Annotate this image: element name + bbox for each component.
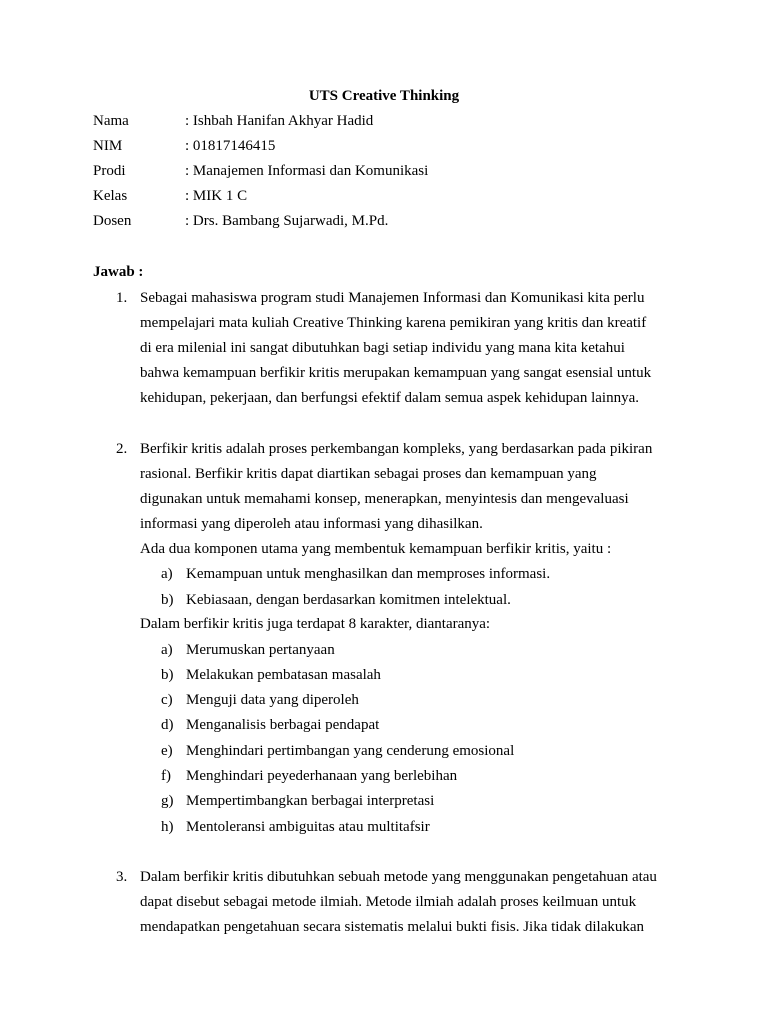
answer-2-line: digunakan untuk memahami konsep, menerapkan, menyintesis dan mengevaluasi — [140, 491, 629, 507]
answer-2-line: informasi yang diperoleh atau informasi yang dihasilkan. — [140, 516, 483, 532]
character-letter: a) — [161, 642, 173, 658]
character-item: Menghindari peyederhanaan yang berlebihan — [186, 768, 458, 784]
answer-1-number: 1. — [116, 290, 128, 306]
component-letter: b) — [161, 592, 174, 608]
answer-2-line: rasional. Berfikir kritis dapat diartikan sebagai proses dan kemampuan yang — [140, 466, 597, 482]
character-letter: c) — [161, 692, 173, 708]
answer-1-line: Sebagai mahasiswa program studi Manajemen Informasi dan Komunikasi kita perlu — [140, 290, 645, 306]
character-letter: g) — [161, 793, 174, 809]
character-item: Mentoleransi ambiguitas atau multitafsir — [186, 819, 430, 835]
character-letter: e) — [161, 743, 173, 759]
answer-3-number: 3. — [116, 869, 128, 885]
characters-intro: Dalam berfikir kritis juga terdapat 8 karakter, diantaranya: — [140, 616, 491, 632]
character-item: Merumuskan pertanyaan — [186, 642, 335, 658]
components-intro: Ada dua komponen utama yang membentuk kemampuan berfikir kritis, yaitu : — [140, 541, 612, 557]
info-label-dosen: Dosen — [93, 213, 132, 229]
component-item: Kemampuan untuk menghasilkan dan memproses informasi. — [186, 566, 551, 582]
character-item: Menganalisis berbagai pendapat — [186, 717, 380, 733]
info-value-kelas: : MIK 1 C — [185, 188, 248, 204]
info-label-nama: Nama — [93, 113, 129, 129]
character-item: Mempertimbangkan berbagai interpretasi — [186, 793, 435, 809]
answer-1-line: bahwa kemampuan berfikir kritis merupakan kemampuan yang sangat esensial untuk — [140, 365, 652, 381]
info-label-prodi: Prodi — [93, 163, 126, 179]
character-item: Menguji data yang diperoleh — [186, 692, 359, 708]
answer-3-line: dapat disebut sebagai metode ilmiah. Metode ilmiah adalah proses keilmuan untuk — [140, 894, 637, 910]
character-item: Menghindari pertimbangan yang cenderung emosional — [186, 743, 515, 759]
answer-3-line: mendapatkan pengetahuan secara sistematis melalui bukti fisis. Jika tidak dilakukan — [140, 919, 645, 935]
character-letter: b) — [161, 667, 174, 683]
answer-2-number: 2. — [116, 441, 128, 457]
answer-heading: Jawab : — [93, 264, 144, 280]
info-value-nama: : Ishbah Hanifan Akhyar Hadid — [185, 113, 374, 129]
info-value-prodi: : Manajemen Informasi dan Komunikasi — [185, 163, 429, 179]
info-label-nim: NIM — [93, 138, 123, 154]
character-item: Melakukan pembatasan masalah — [186, 667, 381, 683]
info-value-nim: : 01817146415 — [185, 138, 276, 154]
answer-3-line: Dalam berfikir kritis dibutuhkan sebuah metode yang menggunakan pengetahuan atau — [140, 869, 657, 885]
document-title: UTS Creative Thinking — [308, 88, 460, 104]
info-label-kelas: Kelas — [93, 188, 128, 204]
answer-1-line: mempelajari mata kuliah Creative Thinking karena pemikiran yang kritis dan kreatif — [140, 315, 647, 331]
character-letter: f) — [161, 768, 171, 784]
character-letter: h) — [161, 819, 174, 835]
answer-1-line: kehidupan, pekerjaan, dan berfungsi efektif dalam semua aspek kehidupan lainnya. — [140, 390, 639, 406]
character-letter: d) — [161, 717, 174, 733]
answer-2-line: Berfikir kritis adalah proses perkembangan kompleks, yang berdasarkan pada pikiran — [140, 441, 653, 457]
component-item: Kebiasaan, dengan berdasarkan komitmen intelektual. — [186, 592, 511, 608]
component-letter: a) — [161, 566, 173, 582]
info-value-dosen: : Drs. Bambang Sujarwadi, M.Pd. — [185, 213, 389, 229]
answer-1-line: di era milenial ini sangat dibutuhkan bagi setiap individu yang mana kita ketahui — [140, 340, 625, 356]
